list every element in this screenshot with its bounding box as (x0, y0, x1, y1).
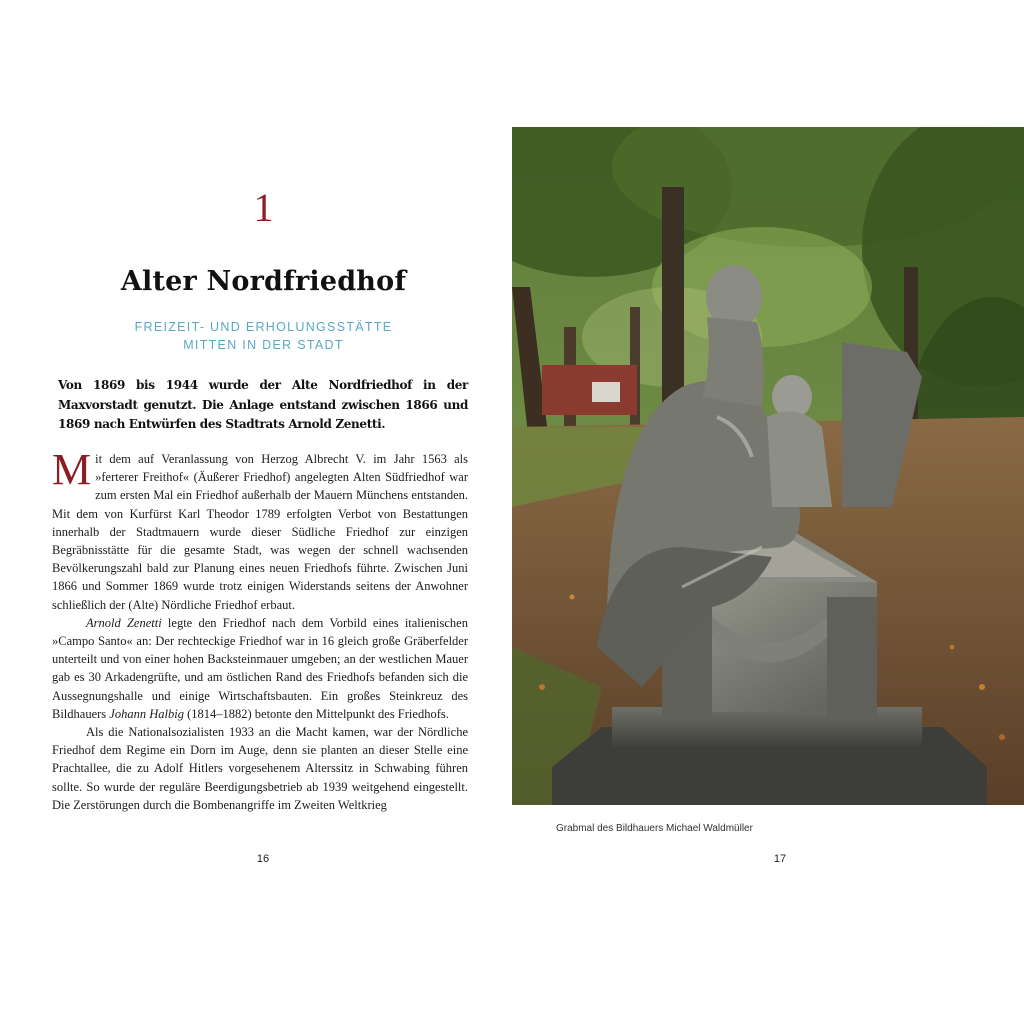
subtitle-line-1: FREIZEIT- UND ERHOLUNGSSTÄTTE (134, 320, 393, 334)
photo-caption: Grabmal des Bildhauers Michael Waldmüller (556, 823, 753, 834)
paragraph-1 (52, 445, 468, 614)
page-number-right: 17 (773, 853, 787, 865)
paragraph-2 (52, 614, 468, 723)
chapter-subtitle (0, 318, 527, 354)
tomb-photo (512, 127, 1024, 805)
paragraph-2-text-b: (1814–1882) betonte den Mittelpunkt des Friedhofs. (183, 706, 449, 721)
subtitle-line-2: MITTEN IN DER STADT (183, 338, 344, 352)
paragraph-1-text: it dem auf Veranlassung von Herzog Albrecht V. im Jahr 1563 als »ferterer Freithof« (Äußerer Friedhof) angelegten Alten Südfriedhof war zum ersten Mal ein Friedhof außerhalb der Mauern Münchens entstanden. Mit dem von Kurfürst Karl Theodor 1789 erfolgten Verbot von Bestattungen innerhalb der Stadtmauern wurde dieser Südliche Friedhof zur einzigen Begräbnisstätte für die gesamte Stadt, was wegen der schnell wachsenden Bevölkerungszahl bald zur Planung eines neuen Friedhofs führte. Zwischen Juni 1866 und Sommer 1869 wurde trotz einigen Widerstands seitens der Anwohner schließlich der (Alte) Nördliche Friedhof erbaut. (52, 452, 468, 612)
body-text (52, 445, 468, 814)
tomb-photo-illustration (512, 127, 1024, 805)
paragraph-2-text-a: legte den Friedhof nach dem Vorbild eines italienischen »Campo Santo« an: Der rechteckige Friedhof war in 16 gleich große Gräberfelder unterteilt und von einer hohen Backsteinmauer umgeben; an der westlichen Mauer gab es 30 Arkadengrüfte, und am östlichen Rand des Friedhofs befanden sich die Aussegnungshalle und einige Wirtschaftsbauten. Ein großes Steinkreuz des Bildhauers (52, 615, 468, 721)
page-number-left: 16 (256, 853, 270, 865)
person-name-halbig: Johann Halbig (109, 706, 184, 721)
chapter-number: 1 (253, 185, 274, 230)
chapter-title: Alter Nordfriedhof (120, 266, 407, 297)
paragraph-3: Als die Nationalsozialisten 1933 an die Macht kamen, war der Nördliche Friedhof dem Regime ein Dorn im Auge, denn sie planten an dieser Stelle eine Prachtallee, die zu Adolf Hitlers vorgesehenem Alterssitz in Schwabing führen sollte. So wurde der reguläre Beerdigungsbetrieb ab 1939 weitgehend eingestellt. Die Zerstörungen durch die Bombenangriffe im Zweiten Weltkrieg (52, 725, 468, 812)
person-name-zenetti: Arnold Zenetti (86, 615, 162, 630)
right-page (512, 0, 1024, 1024)
lead-paragraph: Von 1869 bis 1944 wurde der Alte Nordfriedhof in der Maxvorstadt genutzt. Die Anlage entstand zwischen 1866 und 1869 nach Entwürfen des Stadtrats Arnold Zenetti. (58, 378, 468, 431)
drop-cap: M (52, 445, 92, 494)
